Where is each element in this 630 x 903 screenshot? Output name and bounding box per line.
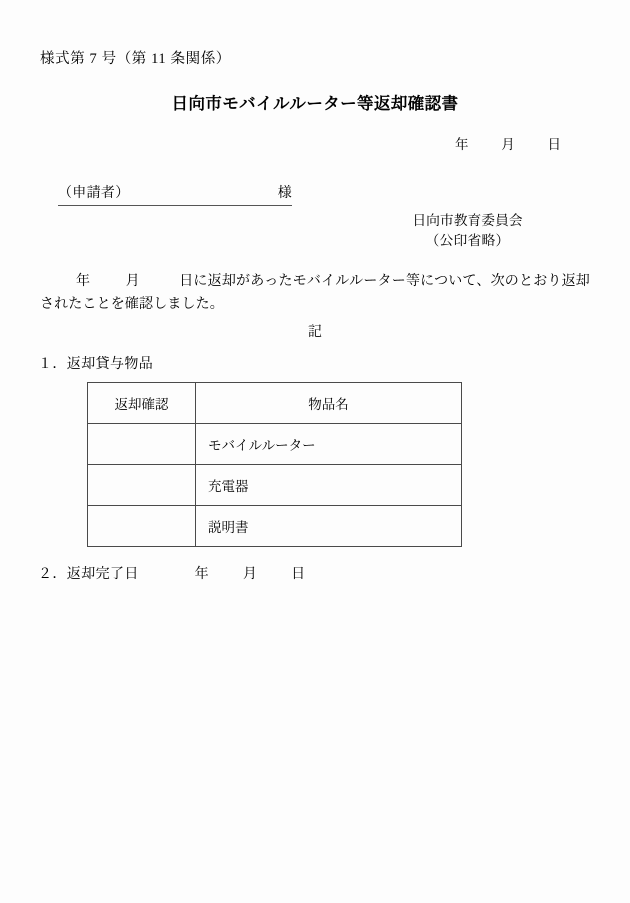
applicant-field: [58, 182, 292, 206]
form-number: 様式第 7 号（第 11 条関係）: [40, 51, 231, 67]
column-header-check: 返却確認: [88, 383, 196, 424]
column-header-item: 物品名: [196, 383, 462, 424]
section-2-heading: ２．返却完了日: [38, 567, 139, 582]
body-date-month: 月: [125, 274, 140, 289]
issuer-seal-note: （公印省略）: [425, 233, 510, 248]
table-row: [88, 465, 462, 506]
applicant-honorific: 様: [277, 186, 292, 201]
issue-date-day: 日: [547, 137, 561, 152]
item-name-cell: 充電器: [196, 465, 462, 506]
body-date-year: 年: [76, 274, 91, 289]
table-row: [88, 424, 462, 465]
item-name-cell: モバイルルーター: [196, 424, 462, 465]
body-sentence: 日に返却があったモバイルルーター等について、次のとおり返却されたことを確認しました。: [40, 274, 590, 312]
check-cell[interactable]: [88, 506, 196, 547]
table-row: [88, 506, 462, 547]
section-2-heading-row: [38, 563, 305, 583]
check-cell[interactable]: [88, 424, 196, 465]
body-paragraph: [40, 270, 590, 316]
completion-date-month: 月: [242, 567, 258, 582]
issuer-block: [360, 211, 575, 251]
issuer-organization: 日向市教育委員会: [412, 213, 523, 228]
table-header-row: [88, 383, 462, 424]
ki-marker: 記: [308, 325, 322, 340]
check-cell[interactable]: [88, 465, 196, 506]
section-1-heading: １．返却貸与物品: [38, 357, 154, 372]
item-name-cell: 説明書: [196, 506, 462, 547]
applicant-label: （申請者）: [58, 186, 130, 201]
issue-date-month: 月: [501, 137, 515, 152]
completion-date-year: 年: [194, 567, 210, 582]
page-title: 日向市モバイルルーター等返却確認書: [171, 94, 459, 113]
issue-date-year: 年: [455, 137, 469, 152]
issue-date-line: [455, 133, 561, 153]
completion-date-day: 日: [291, 567, 306, 582]
returned-goods-table: [87, 382, 462, 547]
